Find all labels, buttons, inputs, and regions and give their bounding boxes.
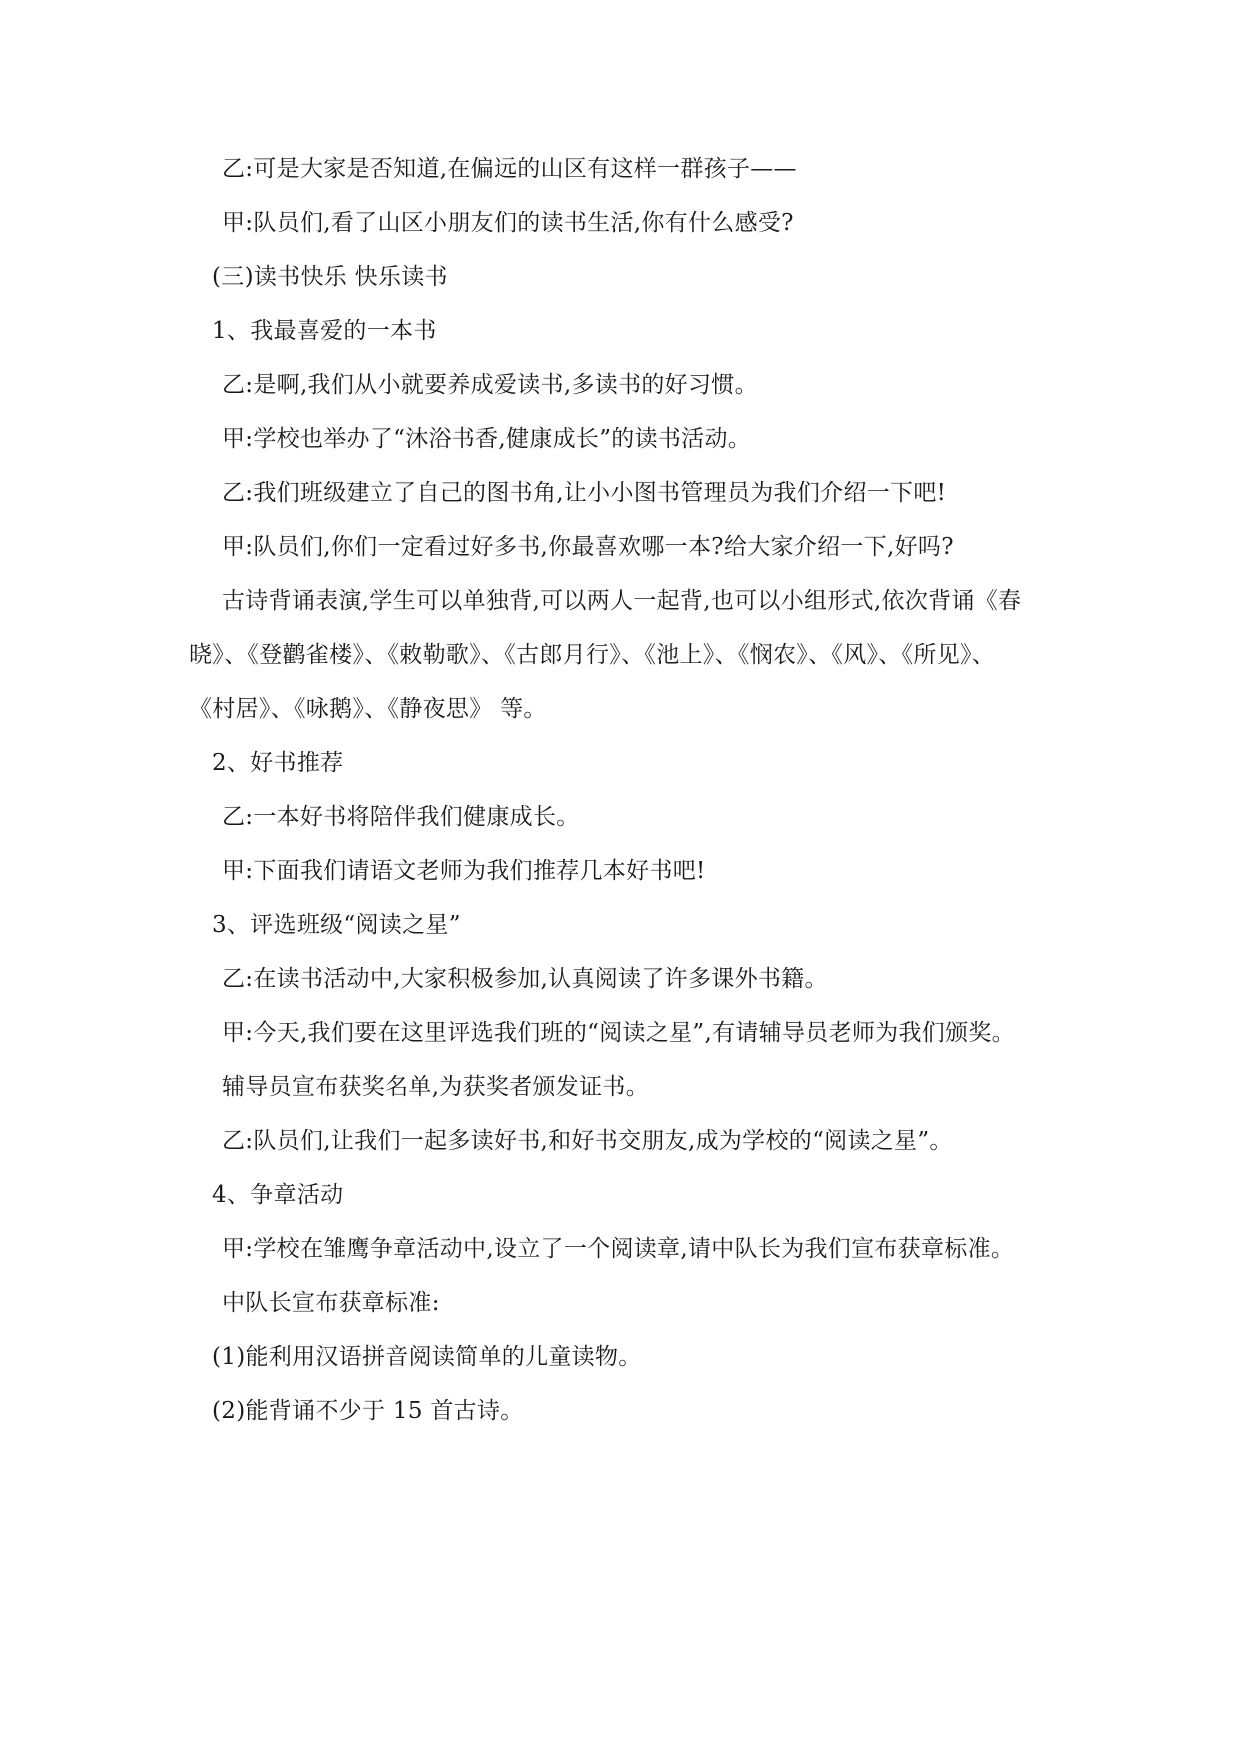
dialogue-line: 甲:今天,我们要在这里评选我们班的“阅读之星”,有请辅导员老师为我们颁奖。: [222, 1020, 1015, 1046]
subsection-heading: 4、争章活动: [212, 1182, 344, 1208]
list-item: (1)能利用汉语拼音阅读简单的儿童读物。: [212, 1344, 642, 1370]
subsection-heading: 2、好书推荐: [212, 750, 344, 776]
dialogue-line: 甲:学校在雏鹰争章活动中,设立了一个阅读章,请中队长为我们宣布获章标准。: [222, 1236, 1015, 1262]
dialogue-line: 甲:学校也举办了“沐浴书香,健康成长”的读书活动。: [222, 426, 752, 452]
paragraph-line: 辅导员宣布获奖名单,为获奖者颁发证书。: [222, 1074, 650, 1100]
paragraph-line: 《村居》、《咏鹅》、《静夜思》 等。: [189, 696, 547, 722]
paragraph-line: 中队长宣布获章标准:: [222, 1290, 440, 1316]
section-heading: (三)读书快乐 快乐读书: [212, 264, 448, 290]
dialogue-line: 乙:可是大家是否知道,在偏远的山区有这样一群孩子——: [222, 156, 797, 182]
dialogue-line: 甲:队员们,你们一定看过好多书,你最喜欢哪一本?给大家介绍一下,好吗?: [222, 534, 954, 560]
subsection-heading: 3、评选班级“阅读之星”: [212, 912, 461, 938]
paragraph-line: 古诗背诵表演,学生可以单独背,可以两人一起背,也可以小组形式,依次背诵《春: [222, 588, 1022, 614]
dialogue-line: 乙:队员们,让我们一起多读好书,和好书交朋友,成为学校的“阅读之星”。: [222, 1128, 953, 1154]
dialogue-line: 乙:在读书活动中,大家积极参加,认真阅读了许多课外书籍。: [222, 966, 828, 992]
list-item: (2)能背诵不少于 15 首古诗。: [212, 1398, 524, 1424]
dialogue-line: 甲:下面我们请语文老师为我们推荐几本好书吧!: [222, 858, 706, 884]
dialogue-line: 乙:我们班级建立了自己的图书角,让小小图书管理员为我们介绍一下吧!: [222, 480, 947, 506]
dialogue-line: 乙:一本好书将陪伴我们健康成长。: [222, 804, 580, 830]
subsection-heading: 1、我最喜爱的一本书: [212, 318, 437, 344]
dialogue-line: 甲:队员们,看了山区小朋友们的读书生活,你有什么感受?: [222, 210, 794, 236]
paragraph-line: 晓》、《登鹳雀楼》、《敕勒歌》、《古郎月行》、《池上》、《悯农》、《风》、《所见》、: [189, 642, 996, 668]
dialogue-line: 乙:是啊,我们从小就要养成爱读书,多读书的好习惯。: [222, 372, 758, 398]
